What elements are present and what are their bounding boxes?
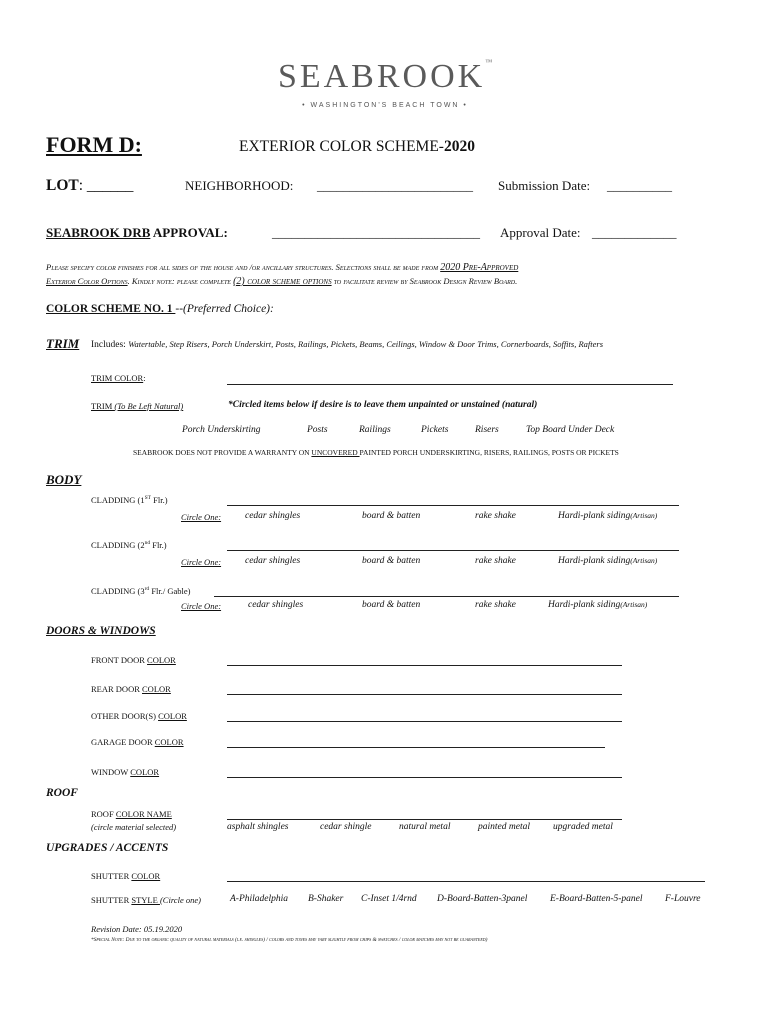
roof-option[interactable]: upgraded metal: [553, 822, 613, 832]
trim-color-colon: :: [143, 373, 146, 383]
preapproved-link: 2020 Pre-Approved: [440, 262, 519, 273]
cladding-1-field[interactable]: [227, 505, 679, 506]
window-text: WINDOW: [91, 767, 131, 777]
roof-color-name: COLOR NAME: [115, 809, 172, 819]
roof-circle-note: (circle material selected): [91, 822, 177, 832]
cladding-option[interactable]: rake shake: [475, 556, 516, 566]
cladding-option[interactable]: rake shake: [475, 511, 516, 521]
roof-label-text: ROOF: [91, 809, 116, 819]
roof-option[interactable]: painted metal: [478, 822, 530, 832]
submission-date-field[interactable]: __________: [607, 178, 672, 193]
lot-label: LOT: [46, 177, 79, 194]
warranty-text-2: PAINTED PORCH UNDERSKIRTING, RISERS, RAILINGS, POSTS OR PICKETS: [359, 448, 619, 457]
hardi-text: Hardi-plank siding: [558, 556, 631, 566]
shutter-style-option[interactable]: B-Shaker: [308, 894, 344, 904]
logo-wordmark: SEABROOK: [277, 58, 486, 95]
form-label: FORM D:: [46, 132, 142, 157]
warranty-uncovered: UNCOVERED: [311, 448, 360, 457]
shutter-text: SHUTTER: [91, 871, 132, 881]
trim-natural-note: (To Be Left Natural): [114, 401, 184, 411]
cladding-option[interactable]: cedar shingles: [245, 556, 301, 566]
cladding-3-suffix: Flr./ Gable): [149, 586, 191, 596]
roof-option[interactable]: cedar shingle: [320, 822, 372, 832]
cladding-1-prefix: CLADDING (1: [91, 495, 145, 505]
shutter-color-field[interactable]: [227, 881, 705, 882]
cladding-option[interactable]: rake shake: [475, 600, 516, 610]
circle-one-label: Circle One:: [181, 601, 222, 611]
roof-option[interactable]: asphalt shingles: [227, 822, 289, 832]
other-doors-color: COLOR: [158, 711, 187, 721]
lot-blank: ______: [86, 177, 134, 194]
hardi-text: Hardi-plank siding: [548, 600, 621, 610]
logo-tagline: • WASHINGTON'S BEACH TOWN •: [302, 102, 468, 109]
scheme-suffix: --(Preferred Choice):: [175, 303, 274, 315]
shutter-style-option[interactable]: F-Louvre: [665, 894, 701, 904]
cladding-3-label: [91, 586, 191, 596]
instructions-text-1: Please specify color finishes for all sides of the house and /or ancillary structures. Selections shall be made from: [46, 262, 441, 272]
trim-option[interactable]: Top Board Under Deck: [526, 425, 615, 435]
submission-date-label: Submission Date:: [498, 178, 591, 193]
window-label: [91, 767, 159, 777]
special-note-text: Special Note: Due to the organic quality of natural materials (i.e. shingles) / colors and tones may vary slightly from chips & swatches / color matches may not be guaranteed): [93, 937, 488, 943]
window-color: COLOR: [130, 767, 160, 777]
special-note-star: *: [91, 937, 94, 943]
trim-natural-instruction: *Circled items below if desire is to leave them unpainted or unstained (natural): [228, 400, 538, 410]
roof-color-label: [91, 809, 172, 819]
shutter-style-note: (Circle one): [159, 895, 201, 905]
instructions-text-2: . Kindly note: please complete: [127, 276, 234, 286]
garage-door-color: COLOR: [154, 737, 184, 747]
includes-text: Watertable, Step Risers, Porch Underskirt, Posts, Railings, Pickets, Beams, Ceilings, Window & Door Trims, Cornerboards, Soffits, Rafters: [128, 339, 604, 349]
trim-includes: [91, 339, 603, 350]
cladding-2-label: [91, 540, 167, 550]
body-heading: BODY: [46, 472, 82, 487]
shutter-style-word: STYLE: [131, 895, 160, 905]
approval-word: APPROVAL:: [150, 225, 228, 240]
title-year: 2020: [443, 138, 475, 155]
cladding-option[interactable]: cedar shingles: [245, 511, 301, 521]
seabrook-logo: [0, 58, 770, 96]
circle-one-label: Circle One:: [181, 512, 222, 522]
drb-label: SEABROOK DRB: [46, 225, 151, 240]
trim-heading: TRIM: [46, 336, 80, 351]
front-door-color: COLOR: [147, 655, 176, 665]
form-title: [239, 138, 475, 156]
cladding-2-prefix: CLADDING (2: [91, 540, 145, 550]
drb-approval-label: [46, 225, 228, 241]
trim-color-text: TRIM COLOR: [91, 373, 144, 383]
cladding-2-suffix: Flr.): [150, 540, 167, 550]
circle-one-label: Circle One:: [181, 557, 222, 567]
cladding-option[interactable]: board & batten: [362, 600, 421, 610]
warranty-notice: [133, 448, 619, 457]
exterior-color-options: Exterior Color Options: [46, 276, 128, 286]
trim-option[interactable]: Pickets: [421, 425, 449, 435]
trim-natural-label: [91, 401, 183, 411]
front-door-text: FRONT DOOR: [91, 655, 148, 665]
other-doors-field[interactable]: [227, 721, 622, 722]
rear-door-color: COLOR: [142, 684, 171, 694]
rear-door-label: [91, 684, 171, 694]
trim-color-label: [91, 373, 146, 383]
special-note: [91, 937, 487, 943]
shutter-style-label: [91, 895, 201, 905]
instructions-text-3: to facilitate review by Seabrook Design Review Board.: [331, 276, 518, 286]
cladding-option[interactable]: board & batten: [362, 556, 421, 566]
other-doors-text: OTHER DOOR(S): [91, 711, 159, 721]
window-field[interactable]: [227, 777, 622, 778]
trim-option[interactable]: Posts: [307, 425, 328, 435]
shutter-style-text: SHUTTER: [91, 895, 132, 905]
trademark-mark: ™: [485, 58, 493, 66]
shutter-color-word: COLOR: [131, 871, 161, 881]
revision-date: Revision Date: 05.19.2020: [91, 924, 183, 934]
instructions-line-2: [46, 276, 517, 287]
approval-date-field[interactable]: _____________: [592, 225, 677, 240]
other-doors-label: [91, 711, 187, 721]
roof-color-field[interactable]: [227, 819, 622, 820]
cladding-1-sup: ST: [144, 495, 152, 502]
trim-option[interactable]: Risers: [475, 425, 499, 435]
cladding-2-field[interactable]: [227, 550, 679, 551]
trim-option[interactable]: Railings: [359, 425, 391, 435]
cladding-option[interactable]: [558, 556, 657, 566]
includes-label: Includes:: [91, 340, 126, 350]
doors-windows-heading: DOORS & WINDOWS: [46, 625, 156, 637]
hardi-artisan: (Artisan): [630, 556, 658, 565]
front-door-field[interactable]: [227, 665, 622, 666]
cladding-2-sup: nd: [144, 540, 151, 547]
upgrades-heading: UPGRADES / ACCENTS: [46, 842, 169, 854]
cladding-3-prefix: CLADDING (3: [91, 586, 145, 596]
lot-field[interactable]: [46, 177, 133, 195]
roof-option[interactable]: natural metal: [399, 822, 451, 832]
shutter-style-option[interactable]: D-Board-Batten-3panel: [437, 894, 528, 904]
cladding-option[interactable]: cedar shingles: [248, 600, 304, 610]
scheme-label: COLOR SCHEME NO. 1: [46, 303, 176, 315]
cladding-1-label: [91, 495, 168, 505]
trim-natural-text: TRIM: [91, 401, 115, 411]
cladding-option[interactable]: [558, 511, 657, 521]
two-schemes-note: (2) color scheme options: [233, 276, 332, 287]
rear-door-field[interactable]: [227, 694, 622, 695]
hardi-text: Hardi-plank siding: [558, 511, 631, 521]
garage-door-label: [91, 737, 184, 747]
shutter-style-option[interactable]: A-Philadelphia: [230, 894, 289, 904]
lot-colon: :: [78, 177, 84, 194]
shutter-color-label: [91, 871, 160, 881]
warranty-text-1: SEABROOK DOES NOT PROVIDE A WARRANTY ON: [133, 448, 312, 457]
cladding-option[interactable]: board & batten: [362, 511, 421, 521]
trim-color-field[interactable]: [227, 384, 673, 385]
cladding-3-field[interactable]: [214, 596, 679, 597]
cladding-option[interactable]: [548, 600, 647, 610]
rear-door-text: REAR DOOR: [91, 684, 143, 694]
trim-option[interactable]: Porch Underskirting: [182, 425, 261, 435]
approval-date-label: Approval Date:: [500, 225, 581, 240]
shutter-style-option[interactable]: C-Inset 1/4rnd: [361, 894, 417, 904]
drb-approval-field[interactable]: ________________________________: [272, 225, 480, 240]
front-door-label: [91, 655, 176, 665]
cladding-3-sup: rd: [144, 586, 150, 593]
cladding-1-suffix: Flr.): [151, 495, 168, 505]
hardi-artisan: (Artisan): [630, 511, 658, 520]
neighborhood-field[interactable]: ________________________: [317, 178, 473, 193]
instructions-line-1: [46, 262, 518, 273]
roof-heading: ROOF: [46, 787, 78, 799]
hardi-artisan: (Artisan): [620, 600, 648, 609]
shutter-style-option[interactable]: E-Board-Batten-5-panel: [550, 894, 643, 904]
garage-door-field[interactable]: [227, 747, 605, 748]
neighborhood-label: NEIGHBORHOOD:: [185, 178, 294, 193]
title-prefix: EXTERIOR COLOR SCHEME-: [239, 138, 444, 155]
color-scheme-heading: [46, 303, 274, 315]
garage-door-text: GARAGE DOOR: [91, 737, 155, 747]
